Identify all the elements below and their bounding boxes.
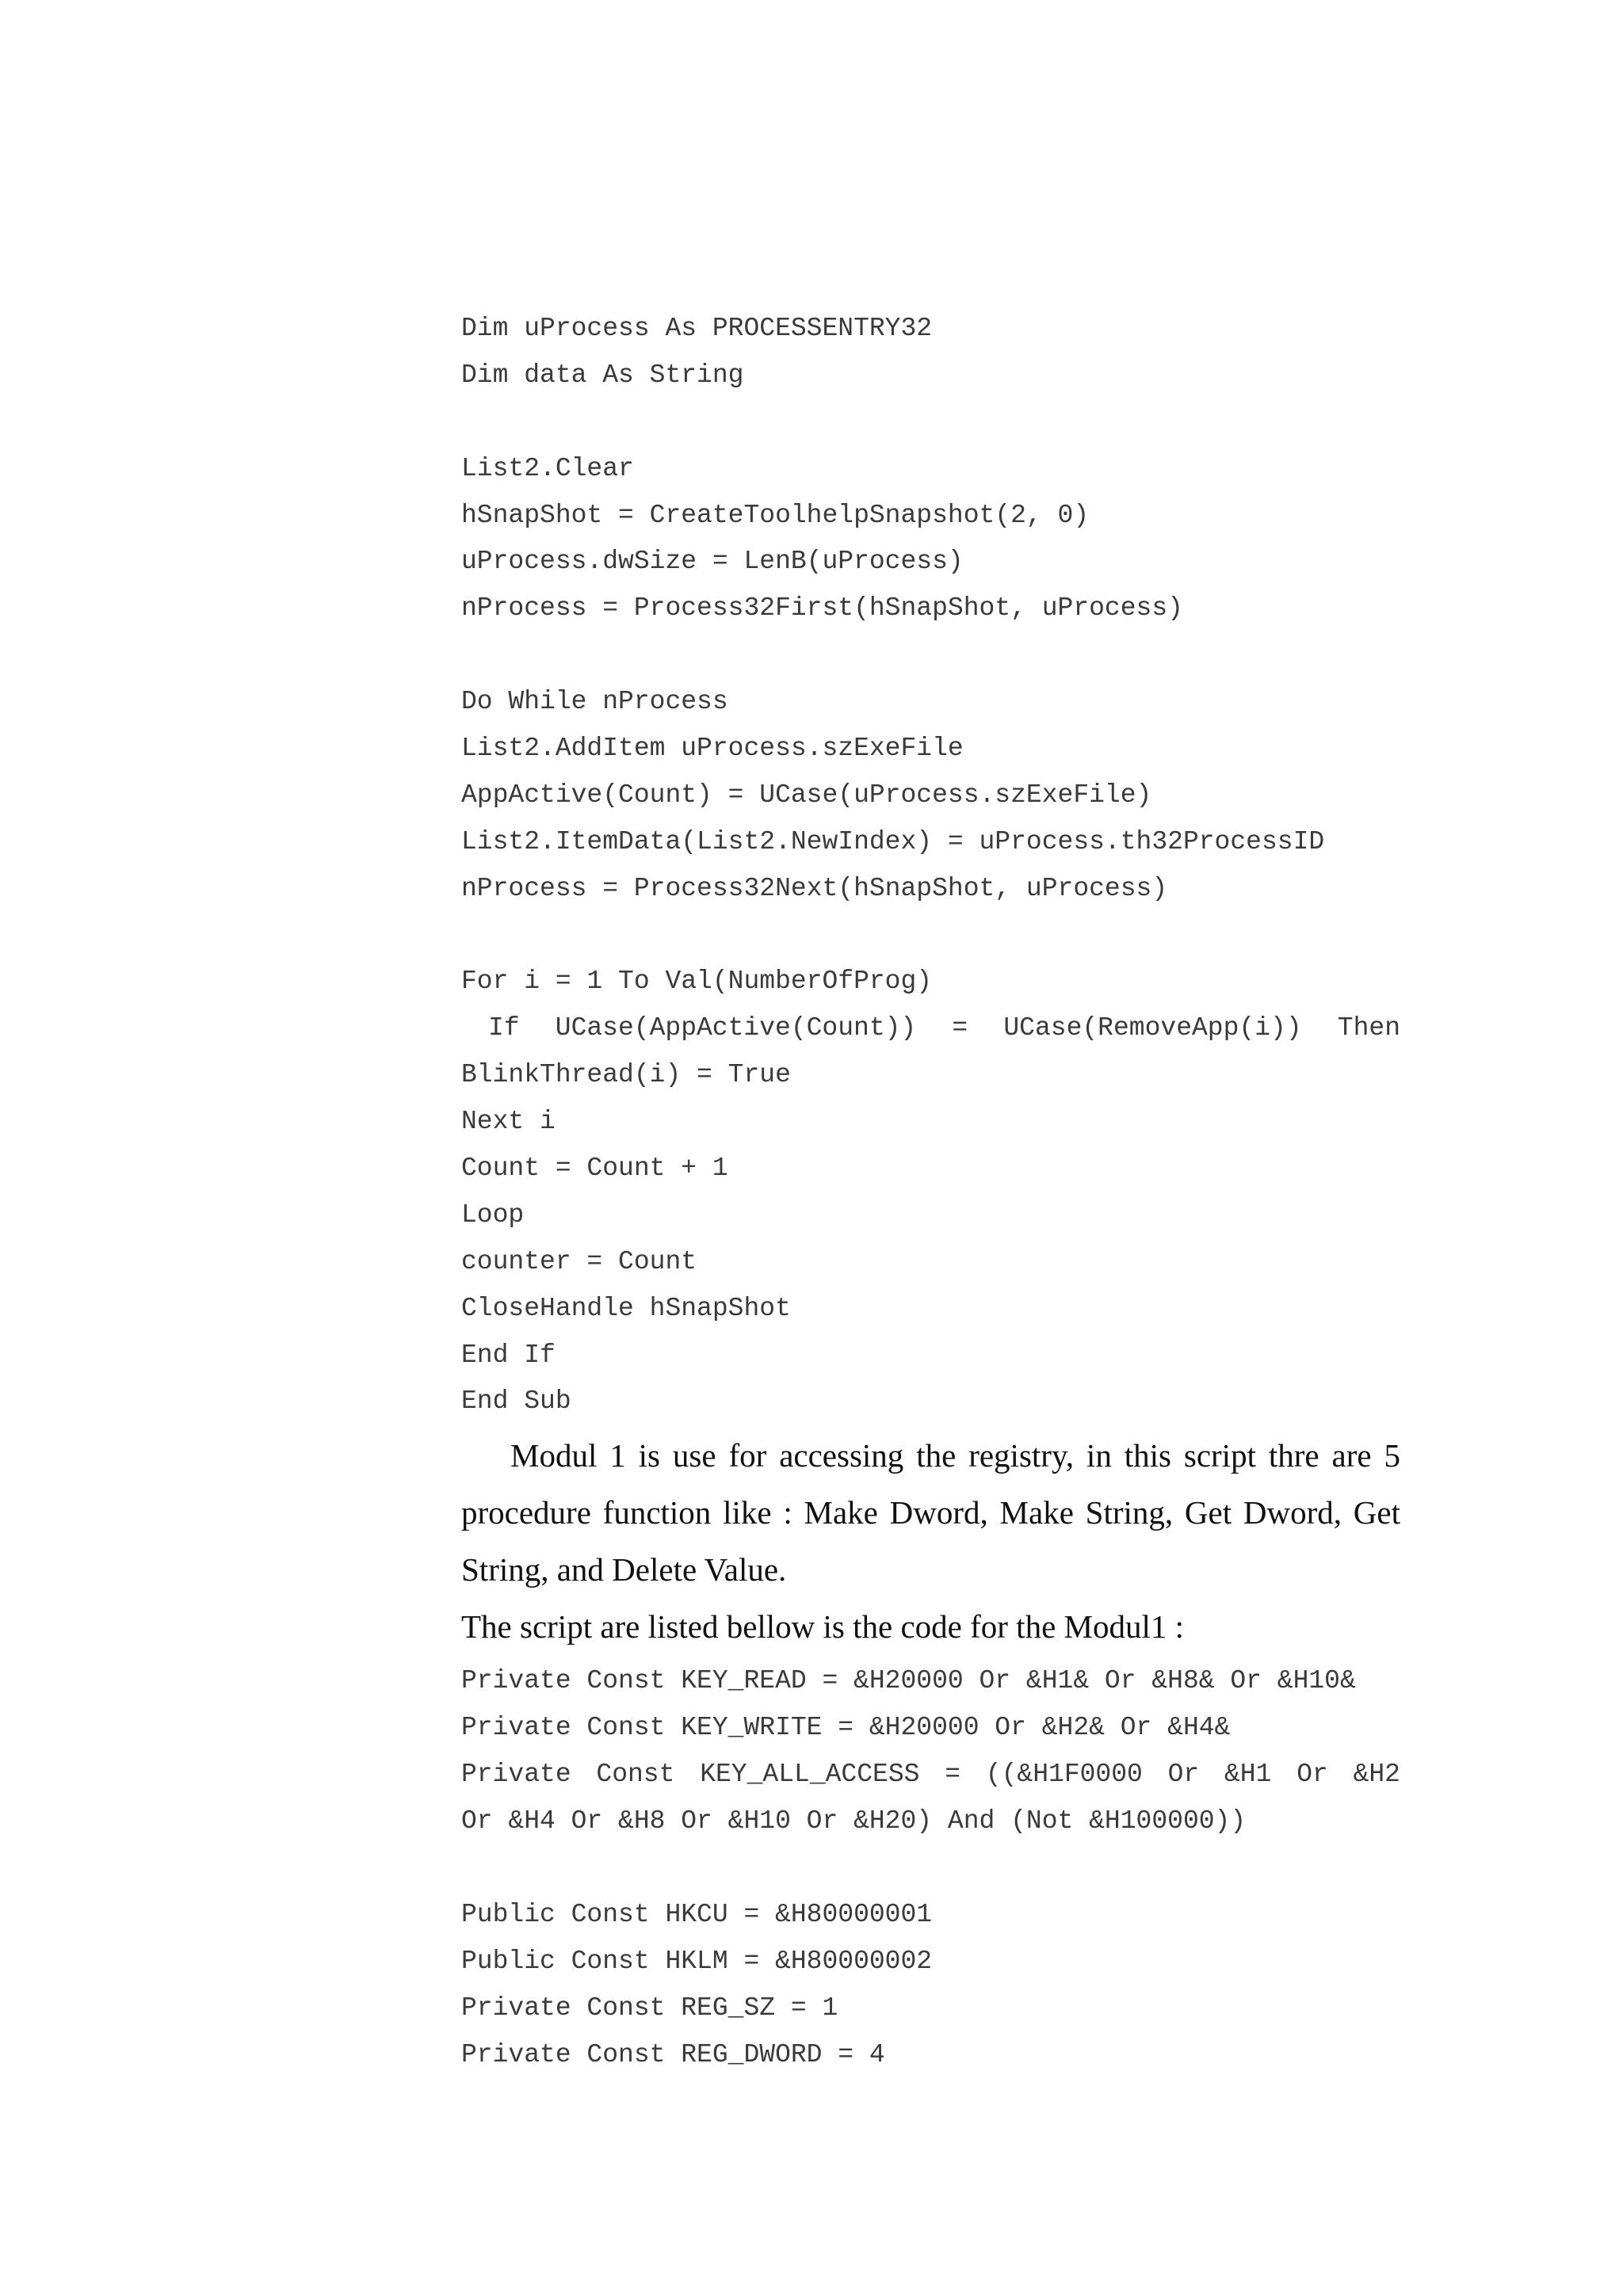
code-line: BlinkThread(i) = True (461, 1060, 791, 1090)
code-line: End Sub (461, 1386, 571, 1417)
code-line: End If (461, 1340, 556, 1370)
code-line: hSnapShot = CreateToolhelpSnapshot(2, 0) (461, 500, 1090, 530)
code-line: counter = Count (461, 1246, 697, 1276)
paragraph-modul1-description: Modul 1 is use for accessing the registry, in this script thre are 5 procedure function like : Make Dword, Make String, Get Dword, Get String, and Delete Value. (461, 1437, 1400, 1589)
code-line: nProcess = Process32Next(hSnapShot, uProcess) (461, 873, 1168, 903)
code-blank-line (461, 1845, 1400, 1892)
code-line: List2.ItemData(List2.NewIndex) = uProcess.th32ProcessID (461, 826, 1325, 856)
code-line: Or &H4 Or &H8 Or &H10 Or &H20) And (Not &H100000)) (461, 1806, 1247, 1836)
code-line: Private Const KEY_READ = &H20000 Or &H1& Or &H8& Or &H10& (461, 1666, 1356, 1696)
code-line: For i = 1 To Val(NumberOfProg) (461, 967, 933, 997)
code-blank-line (461, 399, 1400, 446)
code-line: List2.AddItem uProcess.szExeFile (461, 734, 964, 764)
code-line: Public Const HKLM = &H80000002 (461, 1946, 933, 1976)
code-line: uProcess.dwSize = LenB(uProcess) (461, 547, 964, 577)
code-line: Loop (461, 1199, 525, 1230)
code-line: Private Const REG_SZ = 1 (461, 1993, 838, 2023)
code-line: Private Const KEY_WRITE = &H20000 Or &H2& Or &H4& (461, 1713, 1231, 1743)
code-line: List2.Clear (461, 453, 634, 483)
code-blank-line (461, 632, 1400, 679)
code-line: Dim data As String (461, 360, 744, 390)
code-line: Next i (461, 1107, 556, 1137)
code-blank-line (461, 913, 1400, 959)
code-line: Do While nProcess (461, 687, 728, 717)
code-line: Public Const HKCU = &H80000001 (461, 1899, 933, 1929)
code-line: Private Const KEY_ALL_ACCESS = ((&H1F0000 Or &H1 Or &H2 (461, 1760, 1400, 1790)
code-block-registry-constants (461, 1658, 1400, 2078)
paragraph-modul1-intro: The script are listed bellow is the code for the Modul1 : (461, 1608, 1185, 1646)
code-line: CloseHandle hSnapShot (461, 1293, 791, 1323)
code-line: nProcess = Process32First(hSnapShot, uProcess) (461, 593, 1183, 624)
code-line: Count = Count + 1 (461, 1154, 728, 1184)
code-block-process-list (461, 306, 1400, 1425)
code-line: If UCase(AppActive(Count)) = UCase(RemoveApp(i)) Then (488, 1013, 1400, 1043)
code-line: Private Const REG_DWORD = 4 (461, 2039, 885, 2069)
code-line: Dim uProcess As PROCESSENTRY32 (461, 314, 933, 343)
code-line: AppActive(Count) = UCase(uProcess.szExeFile) (461, 780, 1152, 810)
page-content (461, 306, 1400, 2078)
